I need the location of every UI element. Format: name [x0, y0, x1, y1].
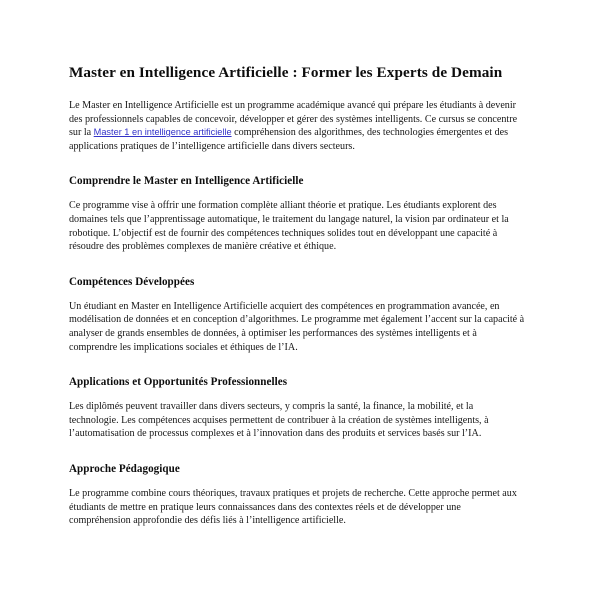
section-heading-applications: Applications et Opportunités Professionnelles — [69, 376, 288, 389]
section-heading-comprendre: Comprendre le Master en Intelligence Artificielle — [69, 175, 304, 188]
section-heading-approche: Approche Pédagogique — [69, 462, 180, 475]
intro-text-after-link: compréhension des algorithmes, des technologies émergentes et des applications pratiques de l’intelligence artificielle dans divers secteurs. — [69, 127, 509, 152]
master-1-ia-link[interactable]: Master 1 en intelligence artificielle — [93, 127, 232, 138]
section-body-applications: Les diplômés peuvent travailler dans divers secteurs, y compris la santé, la finance, la mobilité, et la technologie. Les compétences acquises permettent de contribuer à la création de systèmes intelligents, à l’automatisation de processus complexes et à l’innovation dans des produits et services basés sur l’IA. — [69, 401, 489, 440]
page-title: Master en Intelligence Artificielle : Former les Experts de Demain — [69, 64, 503, 81]
intro-text-before-link: Le Master en Intelligence Artificielle est un programme académique avancé qui prépare les étudiants à devenir des professionnels capables de concevoir, développer et gérer des systèmes intelligents. Ce cursus se concentre sur la — [69, 100, 518, 139]
section-body-comprendre: Ce programme vise à offrir une formation complète alliant théorie et pratique. Les étudiants explorent des domaines tels que l’apprentissage automatique, le traitement du langage naturel, la vision par ordinateur et la robotique. L’objectif est de fournir des compétences techniques solides tout en développant une capacité à résoudre des problèmes complexes de manière créative et éthique. — [69, 200, 509, 253]
section-body-approche: Le programme combine cours théoriques, travaux pratiques et projets de recherche. Cette approche permet aux étudiants de mettre en pratique leurs connaissances dans des contextes réels et de développer une compréhension approfondie des défis liés à l’intelligence artificielle. — [69, 487, 517, 527]
section-heading-competences: Compétences Développées — [69, 275, 195, 288]
section-body-competences: Un étudiant en Master en Intelligence Artificielle acquiert des compétences en programmation avancée, en modélisation de données et en conception d’algorithmes. Le programme met également l’accent sur la capacité à analyser de grands ensembles de données, à optimiser les performances des systèmes intelligents et à comprendre les implications sociales et éthiques de l’IA. — [69, 300, 525, 353]
intro-paragraph — [69, 99, 525, 153]
